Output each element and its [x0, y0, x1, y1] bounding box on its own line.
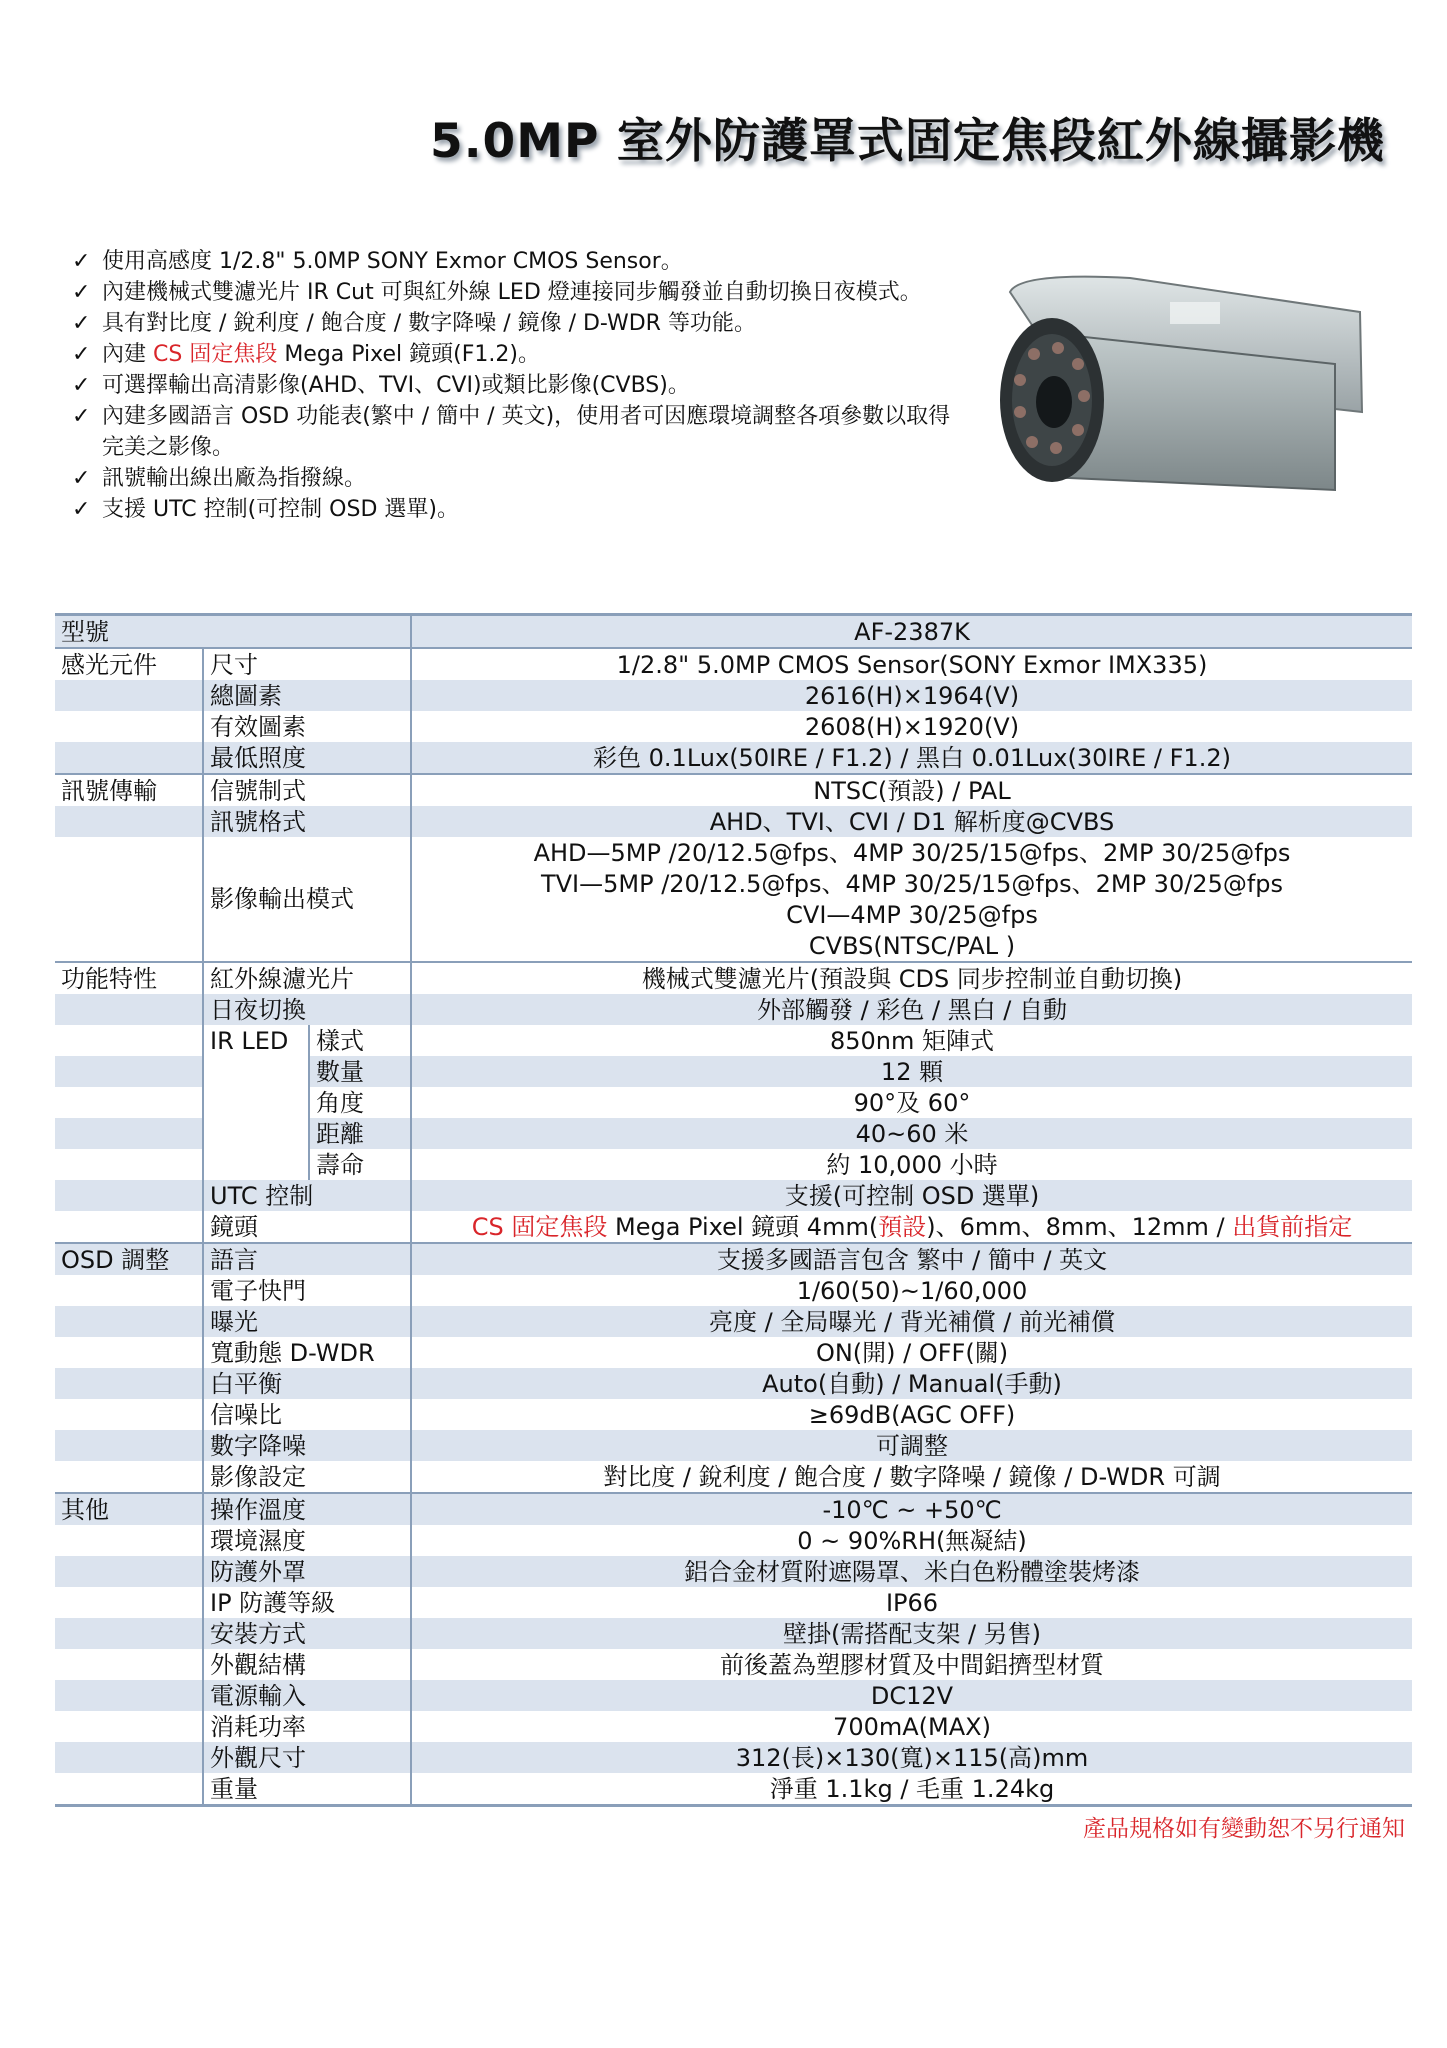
feature-item: ✓ 內建多國語言 OSD 功能表(繁中 / 簡中 / 英文)，使用者可因應環境調整各項參數以取得完美之影像。 — [72, 401, 972, 463]
spec-value: 700mA(MAX) — [411, 1711, 1412, 1742]
spec-label: 信噪比 — [210, 1400, 282, 1429]
spec-label: 操作溫度 — [203, 1493, 411, 1525]
table-row — [55, 1556, 1412, 1587]
spec-value: 彩色 0.1Lux(50IRE / F1.2) / 黑白 0.01Lux(30IRE / F1.2) — [411, 742, 1412, 774]
table-row — [55, 1680, 1412, 1711]
spec-value: 0 ~ 90%RH(無凝結) — [411, 1525, 1412, 1556]
spec-value: ON(開) / OFF(關) — [411, 1337, 1412, 1368]
check-icon: ✓ — [72, 497, 91, 522]
table-row — [55, 648, 1412, 680]
table-row — [55, 680, 1412, 711]
spec-value: 1/60(50)~1/60,000 — [411, 1275, 1412, 1306]
spec-value: 支援(可控制 OSD 選單) — [411, 1180, 1412, 1211]
table-row — [55, 1025, 1412, 1056]
spec-value: 312(長)×130(寬)×115(高)mm — [411, 1742, 1412, 1773]
table-row — [55, 1149, 1412, 1180]
spec-label: 數量 — [309, 1056, 411, 1087]
spec-label: 訊號格式 — [203, 806, 411, 837]
group-label: 其他 — [55, 1493, 203, 1525]
spec-value: 機械式雙濾光片(預設與 CDS 同步控制並自動切換) — [411, 962, 1412, 994]
spec-label: 防護外罩 — [203, 1556, 411, 1587]
feature-item: ✓ 內建機械式雙濾光片 IR Cut 可與紅外線 LED 燈連接同步觸發並自動切換日夜模式。 — [72, 277, 972, 308]
feature-item: ✓ 使用高感度 1/2.8" 5.0MP SONY Exmor CMOS Sensor。 — [72, 246, 972, 277]
spec-value: 90°及 60° — [411, 1087, 1412, 1118]
spec-value: NTSC(預設) / PAL — [411, 774, 1412, 806]
spec-value: CVI—4MP 30/25@fps — [411, 899, 1412, 930]
table-row — [55, 774, 1412, 806]
spec-label: 信號制式 — [203, 774, 411, 806]
spec-table — [55, 613, 1412, 1807]
table-row — [55, 1587, 1412, 1618]
spec-label: 外觀尺寸 — [203, 1742, 411, 1773]
spec-value: AHD—5MP /20/12.5@fps、4MP 30/25/15@fps、2MP 30/25@fps — [411, 837, 1412, 868]
spec-label: 角度 — [316, 1088, 364, 1117]
table-row — [55, 1461, 1412, 1493]
spec-label: 最低照度 — [203, 742, 411, 774]
table-row — [55, 1211, 1412, 1243]
spec-value: 鋁合金材質附遮陽罩、米白色粉體塗裝烤漆 — [411, 1556, 1412, 1587]
table-row — [55, 1649, 1412, 1680]
spec-label: IR LED — [203, 1025, 309, 1056]
spec-value: 2616(H)×1964(V) — [411, 680, 1412, 711]
check-icon: ✓ — [72, 280, 91, 305]
spec-label: 重量 — [210, 1774, 258, 1803]
spec-value: CS 固定焦段 Mega Pixel 鏡頭 4mm(預設)、6mm、8mm、12mm / 出貨前指定 — [411, 1211, 1412, 1243]
table-row — [55, 994, 1412, 1025]
table-row — [55, 837, 1412, 868]
table-row — [55, 711, 1412, 742]
check-icon: ✓ — [72, 311, 91, 336]
spec-value: 外部觸發 / 彩色 / 黑白 / 自動 — [411, 994, 1412, 1025]
spec-label: 消耗功率 — [210, 1712, 306, 1741]
spec-value: AHD、TVI、CVI / D1 解析度@CVBS — [411, 806, 1412, 837]
table-row — [55, 1243, 1412, 1275]
table-row — [55, 1087, 1412, 1118]
spec-value: 2608(H)×1920(V) — [411, 711, 1412, 742]
group-label: OSD 調整 — [55, 1243, 203, 1275]
table-row — [55, 806, 1412, 837]
spec-value: 40~60 米 — [411, 1118, 1412, 1149]
table-row — [55, 1056, 1412, 1087]
table-row — [55, 1430, 1412, 1461]
feature-item: ✓ 可選擇輸出高清影像(AHD、TVI、CVI)或類比影像(CVBS)。 — [72, 370, 972, 401]
check-icon: ✓ — [72, 404, 91, 429]
spec-value: 支援多國語言包含 繁中 / 簡中 / 英文 — [411, 1243, 1412, 1275]
table-row — [55, 1773, 1412, 1806]
table-row — [55, 1525, 1412, 1556]
spec-label: 總圖素 — [203, 680, 411, 711]
spec-value: 淨重 1.1kg / 毛重 1.24kg — [411, 1773, 1412, 1806]
spec-label: 紅外線濾光片 — [203, 962, 411, 994]
spec-label: 日夜切換 — [203, 994, 411, 1025]
spec-label: 語言 — [203, 1243, 411, 1275]
group-label: 訊號傳輸 — [55, 774, 203, 806]
spec-value: 約 10,000 小時 — [411, 1149, 1412, 1180]
spec-value: AF-2387K — [411, 615, 1412, 649]
table-row — [55, 1306, 1412, 1337]
spec-value: 前後蓋為塑膠材質及中間鋁擠型材質 — [411, 1649, 1412, 1680]
spec-label: 尺寸 — [203, 648, 411, 680]
table-row — [55, 1368, 1412, 1399]
spec-label: 寬動態 D-WDR — [210, 1338, 375, 1367]
spec-label: UTC 控制 — [203, 1180, 411, 1211]
table-row — [55, 962, 1412, 994]
group-label: 功能特性 — [55, 962, 203, 994]
group-label: 感光元件 — [55, 648, 203, 680]
feature-item: ✓ 訊號輸出線出廠為指撥線。 — [72, 463, 972, 494]
spec-value: ≥69dB(AGC OFF) — [411, 1399, 1412, 1430]
feature-item: ✓ 支援 UTC 控制(可控制 OSD 選單)。 — [72, 494, 972, 525]
feature-list — [72, 246, 972, 525]
check-icon: ✓ — [72, 342, 91, 367]
spec-label: 樣式 — [316, 1026, 364, 1055]
spec-value: 壁掛(需搭配支架 / 另售) — [411, 1618, 1412, 1649]
spec-value: CVBS(NTSC/PAL ) — [411, 930, 1412, 962]
spec-value: TVI—5MP /20/12.5@fps、4MP 30/25/15@fps、2MP 30/25@fps — [411, 868, 1412, 899]
spec-value: 1/2.8" 5.0MP CMOS Sensor(SONY Exmor IMX335) — [411, 648, 1412, 680]
spec-label: 壽命 — [316, 1150, 364, 1179]
table-row — [55, 1742, 1412, 1773]
spec-label: 外觀結構 — [210, 1650, 306, 1679]
table-row — [55, 615, 1412, 649]
table-row — [55, 1180, 1412, 1211]
spec-label: 電源輸入 — [203, 1680, 411, 1711]
check-icon: ✓ — [72, 466, 91, 491]
spec-label: 鏡頭 — [210, 1212, 258, 1241]
spec-label: 影像輸出模式 — [210, 885, 354, 913]
feature-item: ✓ 內建 CS 固定焦段 Mega Pixel 鏡頭(F1.2)。 — [72, 339, 972, 370]
spec-value: 亮度 / 全局曝光 / 背光補償 / 前光補償 — [411, 1306, 1412, 1337]
spec-label: 有效圖素 — [210, 712, 306, 741]
spec-value: IP66 — [411, 1587, 1412, 1618]
spec-label: 距離 — [309, 1118, 411, 1149]
spec-label: 曝光 — [203, 1306, 411, 1337]
table-row — [55, 1399, 1412, 1430]
spec-label: 白平衡 — [203, 1368, 411, 1399]
spec-value: Auto(自動) / Manual(手動) — [411, 1368, 1412, 1399]
table-row — [55, 1618, 1412, 1649]
check-icon: ✓ — [72, 249, 91, 274]
page-title: 5.0MP 室外防護罩式固定焦段紅外線攝影機 — [430, 114, 1385, 169]
spec-label: 數字降噪 — [203, 1430, 411, 1461]
spec-label: 環境濕度 — [210, 1526, 306, 1555]
spec-label: 影像設定 — [210, 1462, 306, 1491]
check-icon: ✓ — [72, 373, 91, 398]
spec-value: 12 顆 — [411, 1056, 1412, 1087]
spec-value: 可調整 — [411, 1430, 1412, 1461]
table-row — [55, 1711, 1412, 1742]
spec-label: 電子快門 — [210, 1276, 306, 1305]
table-row — [55, 1337, 1412, 1368]
table-row — [55, 1493, 1412, 1525]
spec-label: 安裝方式 — [203, 1618, 411, 1649]
footer-note: 產品規格如有變動恕不另行通知 — [1083, 1816, 1405, 1842]
table-row — [55, 1118, 1412, 1149]
spec-value: -10℃ ~ +50℃ — [411, 1493, 1412, 1525]
feature-item: ✓ 具有對比度 / 銳利度 / 飽合度 / 數字降噪 / 鏡像 / D-WDR 等功能。 — [72, 308, 972, 339]
camera-product-image — [990, 272, 1370, 504]
spec-value: DC12V — [411, 1680, 1412, 1711]
table-row — [55, 742, 1412, 774]
spec-value: 850nm 矩陣式 — [411, 1025, 1412, 1056]
spec-label: IP 防護等級 — [210, 1588, 336, 1617]
table-row — [55, 1275, 1412, 1306]
spec-value: 對比度 / 銳利度 / 飽合度 / 數字降噪 / 鏡像 / D-WDR 可調 — [411, 1461, 1412, 1493]
spec-label: 型號 — [55, 615, 411, 649]
